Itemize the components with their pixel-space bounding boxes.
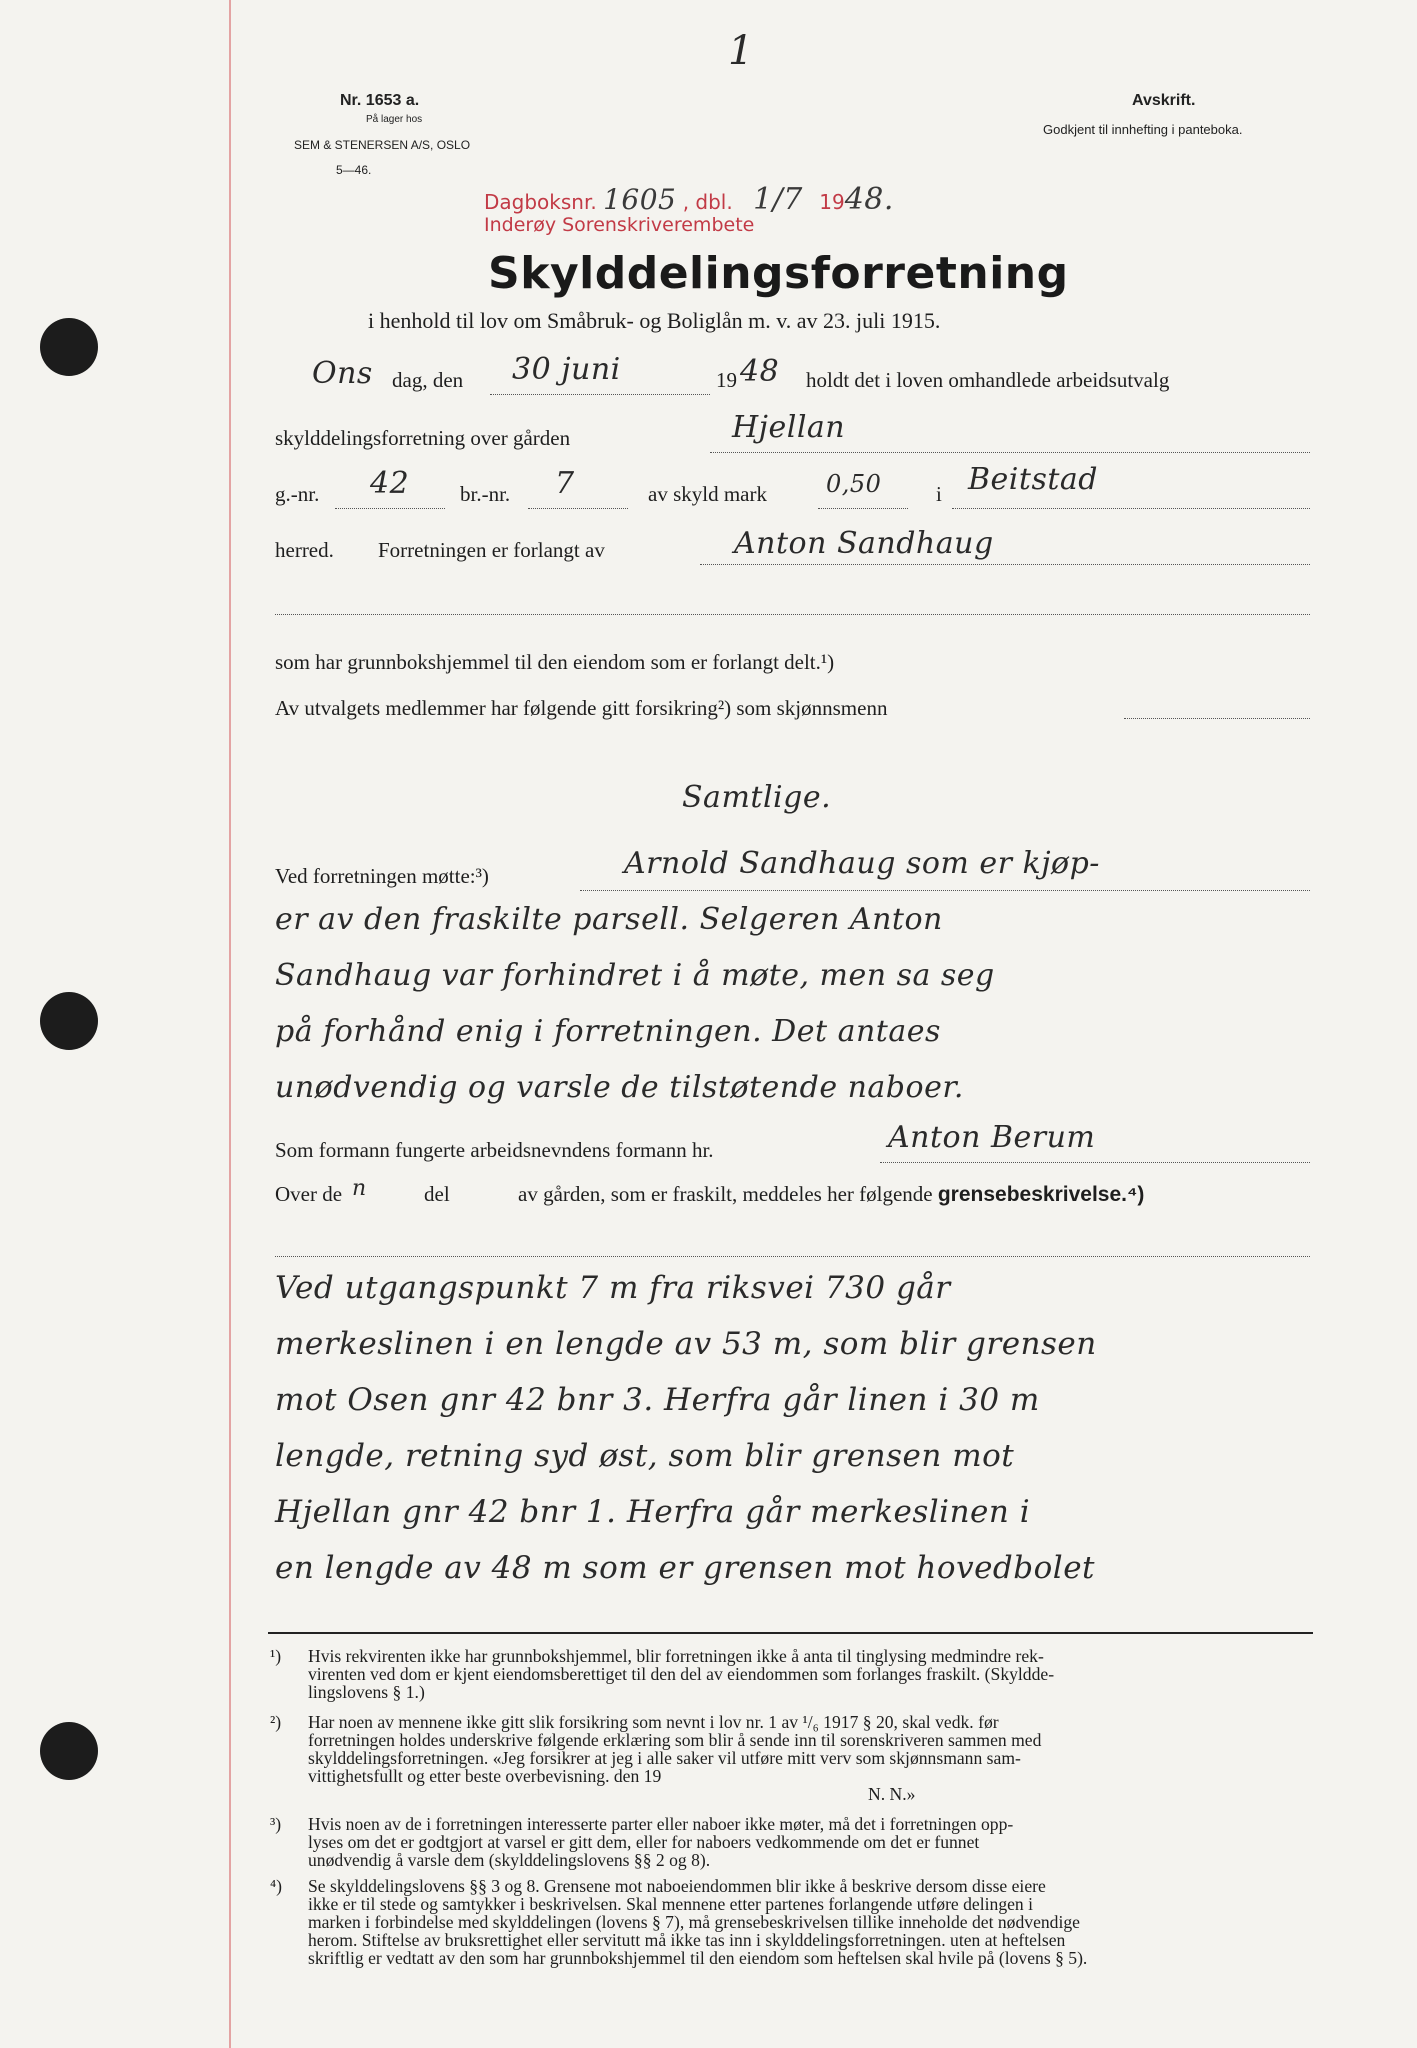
footnote-separator <box>268 1632 1313 1634</box>
footnote-3-number: ³) <box>270 1814 282 1834</box>
gnr-rule <box>335 508 445 509</box>
footnote-1-number: ¹) <box>270 1646 282 1666</box>
grense-line-6: en lengde av 48 m som er grensen mot hovedbolet <box>275 1550 1095 1586</box>
holdt-text: holdt det i loven omhandlede arbeidsutvalg <box>806 368 1170 392</box>
farm-rule <box>710 452 1310 453</box>
grense-line-3: mot Osen gnr 42 bnr 3. Herfra går linen i 30 m <box>275 1382 1040 1418</box>
footnote-3-line-2: lyses om det er godtgjort at varsel er gitt dem, eller for naboers vedkommende om det er funnet <box>308 1831 980 1852</box>
footnote-2-signature: N. N.» <box>868 1783 916 1804</box>
footnote-1-line-2: virenten ved dom er kjent eiendomsberettiget til den del av eiendommen som forlanges fraskilt. (Skyldde- <box>308 1663 1055 1684</box>
bnr-handwritten: 7 <box>555 466 575 501</box>
stamp-year-prefix: 19 <box>819 190 845 214</box>
forlangt-handwritten: Anton Sandhaug <box>734 526 994 561</box>
herred-rule <box>952 508 1310 509</box>
dagbok-stamp <box>484 182 894 217</box>
date-handwritten: 30 juni <box>512 352 621 387</box>
motte-rule <box>580 890 1310 891</box>
motte-line-3: Sandhaug var forhindret i å møte, men sa seg <box>275 958 995 993</box>
footnote-3-line-1: Hvis noen av de i forretningen interesserte parter eller naboer ikke møter, må det i forretningen opp- <box>308 1814 1014 1834</box>
punch-hole-middle <box>40 992 98 1050</box>
skyld-handwritten: 0,50 <box>826 470 882 498</box>
forsikring-handwritten: Samtlige. <box>682 780 832 815</box>
dag-den-label: dag, den <box>392 368 464 392</box>
footnote-4-number: ⁴) <box>270 1876 282 1896</box>
footnote-2-line-3: skylddelingsforretningen. «Jeg forsikrer at jeg i alle saker vil utføre mitt verv som skjønnsmann sam- <box>308 1747 1021 1768</box>
footnote-2-line-1: Har noen av mennene ikke gitt slik forsikring som nevnt i lov nr. 1 av ¹/₆ 1917 § 20, skal vedk. før <box>308 1712 999 1732</box>
margin-rule <box>229 0 231 2048</box>
date-rule <box>490 394 710 395</box>
i-label: i <box>936 482 942 506</box>
publisher-line-3: 5—46. <box>336 163 372 177</box>
footnote-1-line-1: Hvis rekvirenten ikke har grunnbokshjemmel, blir forretningen ikke å anta til tinglysing medmindre rek- <box>308 1646 1044 1666</box>
godkjent-note: Godkjent til innhefting i panteboka. <box>1043 122 1243 137</box>
footnote-2-line-4: vittighetsfullt og etter beste overbevisning. den 19 <box>308 1765 662 1786</box>
motte-line-1: Arnold Sandhaug som er kjøp- <box>624 846 1100 881</box>
footnote-4-line-5: skriftlig er vedtatt av den som har grunnbokshjemmel til den eiendom som heftelsen skal hvile på (lovens § 5). <box>308 1947 1088 1968</box>
forlangt-label: Forretningen er forlangt av <box>378 538 605 562</box>
dagbok-number: 1605 <box>603 183 677 216</box>
bnr-rule <box>528 508 628 509</box>
office-stamp: Inderøy Sorenskriverembete <box>484 214 755 236</box>
forsikring-rule <box>1124 718 1310 719</box>
forlangt-rule <box>700 564 1310 565</box>
herred-label: herred. <box>275 538 334 562</box>
gnr-label: g.-nr. <box>275 482 320 506</box>
avskrift-label: Avskrift. <box>1132 92 1196 109</box>
footnote-4-line-4: herom. Stiftelse av bruksrettighet eller servitutt må ikke tas inn i skylddelingsforretningen. uten at heftelsen <box>308 1929 1066 1950</box>
weekday-handwritten: Ons <box>312 356 373 391</box>
grense-line-4: lengde, retning syd øst, som blir grensen mot <box>275 1438 1015 1474</box>
page-number: 1 <box>728 28 754 74</box>
gnr-handwritten: 42 <box>370 466 410 501</box>
document-title: Skylddelingsforretning <box>488 248 1069 299</box>
publisher-line-2: SEM & STENERSEN A/S, OSLO <box>294 138 471 152</box>
blank-rule <box>275 614 1310 615</box>
grense-line-2: merkeslinen i en lengde av 53 m, som blir grensen <box>275 1326 1097 1362</box>
over-handwritten: n <box>352 1176 367 1201</box>
motte-label: Ved forretningen møtte:³) <box>275 864 489 888</box>
footnote-1-line-3: lingslovens § 1.) <box>308 1681 425 1702</box>
footnote-2-line-2: forretningen holdes underskrive følgende erklæring som blir å sende inn til sorenskriveren sammen med <box>308 1729 1042 1750</box>
av-garden-label: av gården, som er fraskilt, meddeles her følgende <box>518 1182 933 1206</box>
grunnbok-text: som har grunnbokshjemmel til den eiendom som er forlangt delt.¹) <box>275 650 835 674</box>
grense-line-5: Hjellan gnr 42 bnr 1. Herfra går merkeslinen i <box>275 1494 1031 1530</box>
herred-handwritten: Beitstad <box>968 462 1098 497</box>
formann-rule <box>880 1162 1310 1163</box>
forsikring-text: Av utvalgets medlemmer har følgende gitt forsikring²) som skjønnsmenn <box>275 696 888 720</box>
year-handwritten: 48 <box>740 354 780 389</box>
over-label: Over de <box>275 1182 343 1206</box>
motte-line-5: unødvendig og varsle de tilstøtende naboer. <box>275 1070 964 1105</box>
formann-handwritten: Anton Berum <box>888 1120 1096 1155</box>
stamp-year: 48. <box>844 182 894 217</box>
footnote-2-number: ²) <box>270 1712 282 1732</box>
stamp-date: 1/7 <box>753 182 803 217</box>
footnote-4-line-3: marken i forbindelse med skylddelingen (lovens § 7), må grensebeskrivelsen tillike inneholde det nødvendige <box>308 1911 1080 1932</box>
skylddeling-over-label: skylddelingsforretning over gården <box>275 426 571 450</box>
footnote-4-line-2: ikke er til stede og samtykker i beskrivelsen. Skal mennene etter partenes forlangende utføre delingen i <box>308 1893 1034 1914</box>
grense-rule <box>275 1256 1310 1257</box>
av-garden-text <box>518 1182 1144 1207</box>
punch-hole-bottom <box>40 1722 98 1780</box>
footnote-3-line-3: unødvendig å varsle dem (skylddelingslovens §§ 2 og 8). <box>308 1849 711 1870</box>
bnr-label: br.-nr. <box>460 482 511 506</box>
punch-hole-top <box>40 318 98 376</box>
skyld-rule <box>818 508 908 509</box>
footnote-4-line-1: Se skylddelingslovens §§ 3 og 8. Grensene mot naboeiendommen blir ikke å beskrive dersom disse eiere <box>308 1876 1046 1896</box>
farm-handwritten: Hjellan <box>732 410 846 445</box>
dbl-label: , dbl. <box>682 190 733 214</box>
dagbok-label: Dagboksnr. <box>484 190 597 214</box>
publisher-line-1: På lager hos <box>366 114 423 125</box>
del-label: del <box>424 1182 450 1206</box>
document-subtitle: i henhold til lov om Småbruk- og Boliglån m. v. av 23. juli 1915. <box>368 308 941 333</box>
formann-label: Som formann fungerte arbeidsnevndens formann hr. <box>275 1138 714 1162</box>
form-number: Nr. 1653 a. <box>340 92 420 109</box>
skyld-label: av skyld mark <box>648 482 767 506</box>
motte-line-4: på forhånd enig i forretningen. Det antaes <box>275 1014 941 1049</box>
motte-line-2: er av den fraskilte parsell. Selgeren Anton <box>275 902 943 937</box>
grensebeskrivelse-label: grensebeskrivelse.⁴) <box>937 1183 1145 1206</box>
year-prefix: 19 <box>716 368 737 392</box>
grense-line-1: Ved utgangspunkt 7 m fra riksvei 730 går <box>275 1270 951 1306</box>
